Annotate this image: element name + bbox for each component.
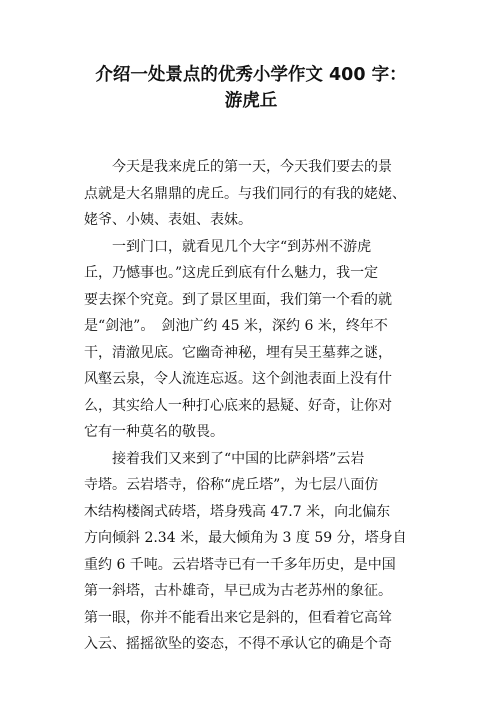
text-line: 姥爷、小姨、表姐、表妹。 bbox=[84, 212, 252, 228]
text-line: 今天是我来虎丘的第一天，今天我们要去的景 bbox=[84, 159, 392, 175]
text-line: 方向倾斜 2.34 米，最大倾角为 3 度 59 分，塔身自 bbox=[84, 530, 407, 546]
paragraph-2 bbox=[84, 234, 418, 446]
text-line: 第一眼，你并不能看出来它是斜的，但看着它高耸 bbox=[84, 609, 392, 626]
text-line: 入云、摇摇欲坠的姿态，不得不承认它的确是个奇 bbox=[84, 636, 392, 652]
text-line: 接着我们又来到了“中国的比萨斜塔”云岩 bbox=[84, 450, 365, 467]
text-line: 第一斜塔，古朴雄奇，早已成为古老苏州的象征。 bbox=[84, 583, 392, 599]
text-line: 要去探个究竟。到了景区里面，我们第一个看的就 bbox=[84, 291, 392, 308]
text-line: 是“剑池”。 剑池广约 45 米，深约 6 米，终年不 bbox=[84, 318, 388, 334]
title-line-2: 游虎丘 bbox=[224, 91, 278, 111]
essay-body bbox=[84, 154, 418, 658]
paragraph-1 bbox=[84, 154, 418, 234]
text-line: 一到门口，就看见几个大字“到苏州不游虎 bbox=[84, 238, 372, 255]
text-line: 重约 6 千吨。云岩塔寺已有一千多年历史，是中国 bbox=[84, 556, 396, 573]
text-line: 干，清澈见底。它幽奇神秘，埋有吴王墓葬之谜， bbox=[84, 344, 392, 361]
paragraph-3 bbox=[84, 446, 418, 658]
text-line: 丘，乃憾事也。”这虎丘到底有什么魅力，我一定 bbox=[84, 265, 379, 281]
text-line: 么，其实给人一种打心底来的悬疑、好奇，让你对 bbox=[84, 397, 392, 414]
text-line: 它有一种莫名的敬畏。 bbox=[84, 424, 224, 440]
text-line: 木结构楼阁式砖塔，塔身残高 47.7 米，向北偏东 bbox=[84, 503, 391, 520]
title-line-1: 介绍一处景点的优秀小学作文 400 字： bbox=[95, 65, 407, 85]
text-line: 点就是大名鼎鼎的虎丘。与我们同行的有我的姥姥、 bbox=[84, 185, 406, 202]
text-line: 风壑云泉，令人流连忘返。这个剑池表面上没有什 bbox=[84, 371, 392, 387]
essay-title bbox=[84, 0, 418, 114]
text-line: 寺塔。云岩塔寺，俗称“虎丘塔”，为七层八面仿 bbox=[84, 477, 379, 493]
